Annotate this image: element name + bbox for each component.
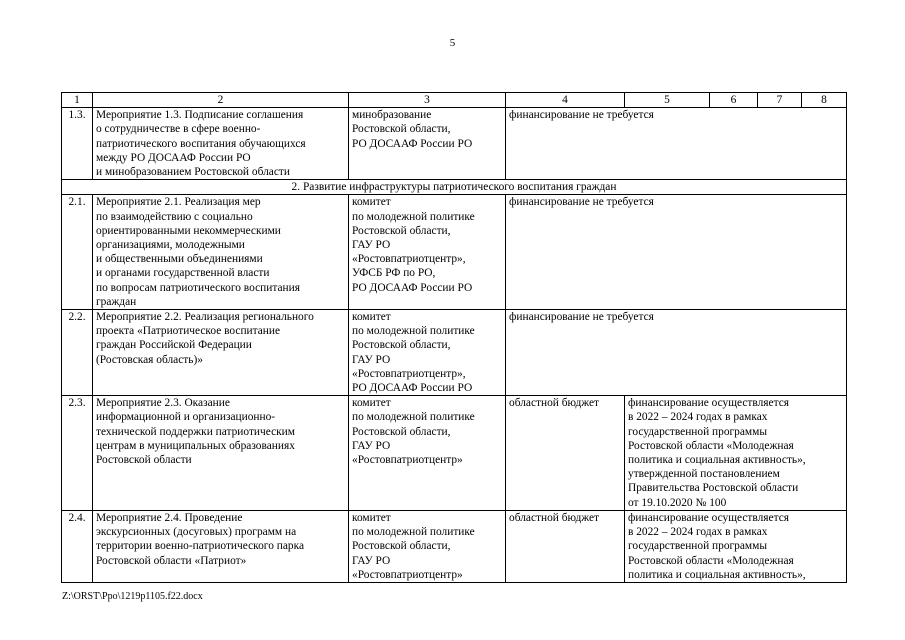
activities-table [61, 92, 847, 583]
funding-source-cell: областной бюджет [506, 396, 625, 511]
file-path-footer: Z:\ORST\Ppo\1219p1105.f22.docx [62, 591, 203, 602]
section-title: 2. Развитие инфраструктуры патриотического воспитания граждан [62, 180, 847, 195]
funding-cell: финансирование не требуется [506, 310, 847, 396]
executor-cell: комитет по молодежной политике Ростовской области, ГАУ РО «Ростовпатриотцентр» [349, 510, 506, 582]
executor-cell: комитет по молодежной политике Ростовской области, ГАУ РО «Ростовпатриотцентр», УФСБ РФ по РО, РО ДОСААФ России РО [349, 195, 506, 310]
row-number: 2.2. [62, 310, 93, 396]
funding-cell: финансирование не требуется [506, 108, 847, 180]
event-description: Мероприятие 2.1. Реализация мер по взаимодействию с социально ориентированными некоммерческими организациями, молодежными и общественными объединениями и органами государственной власти по вопросам патриотического воспитания граждан [93, 195, 349, 310]
row-number: 2.3. [62, 396, 93, 511]
executor-cell: минобразование Ростовской области, РО ДОСААФ России РО [349, 108, 506, 180]
funding-cell: финансирование не требуется [506, 195, 847, 310]
page-number: 5 [449, 37, 456, 49]
table-row [62, 396, 847, 511]
event-description: Мероприятие 2.3. Оказание информационной и организационно- технической поддержки патриотическим центрам в муниципальных образованиях Ростовской области [93, 396, 349, 511]
column-header: 7 [758, 93, 802, 108]
column-header: 6 [710, 93, 758, 108]
column-header: 1 [62, 93, 93, 108]
event-description: Мероприятие 2.4. Проведение экскурсионных (досуговых) программ на территории военно-патриотического парка Ростовской области «Патриот» [93, 510, 349, 582]
column-header: 2 [93, 93, 349, 108]
table-row [62, 510, 847, 582]
table-row [62, 108, 847, 180]
row-number: 1.3. [62, 108, 93, 180]
table-row [62, 310, 847, 396]
row-number: 2.4. [62, 510, 93, 582]
column-header: 8 [802, 93, 847, 108]
row-number: 2.1. [62, 195, 93, 310]
table-header-row [62, 93, 847, 108]
funding-note-cell: финансирование осуществляется в 2022 – 2024 годах в рамках государственной программы Ростовской области «Молодежная политика и социальная активность», [625, 510, 847, 582]
column-header: 5 [625, 93, 710, 108]
executor-cell: комитет по молодежной политике Ростовской области, ГАУ РО «Ростовпатриотцентр», РО ДОСААФ России РО [349, 310, 506, 396]
column-header: 3 [349, 93, 506, 108]
funding-source-cell: областной бюджет [506, 510, 625, 582]
event-description: Мероприятие 1.3. Подписание соглашения о сотрудничестве в сфере военно- патриотического воспитания обучающихся между РО ДОСААФ России РО и минобразованием Ростовской области [93, 108, 349, 180]
funding-note-cell: финансирование осуществляется в 2022 – 2024 годах в рамках государственной программы Ростовской области «Молодежная политика и социальная активность», утвержденной постановлением Правительства Ростовской области от 19.10.2020 № 100 [625, 396, 847, 511]
column-header: 4 [506, 93, 625, 108]
executor-cell: комитет по молодежной политике Ростовской области, ГАУ РО «Ростовпатриотцентр» [349, 396, 506, 511]
section-row [62, 180, 847, 195]
event-description: Мероприятие 2.2. Реализация регионального проекта «Патриотическое воспитание граждан Российской Федерации (Ростовская область)» [93, 310, 349, 396]
table-row [62, 195, 847, 310]
